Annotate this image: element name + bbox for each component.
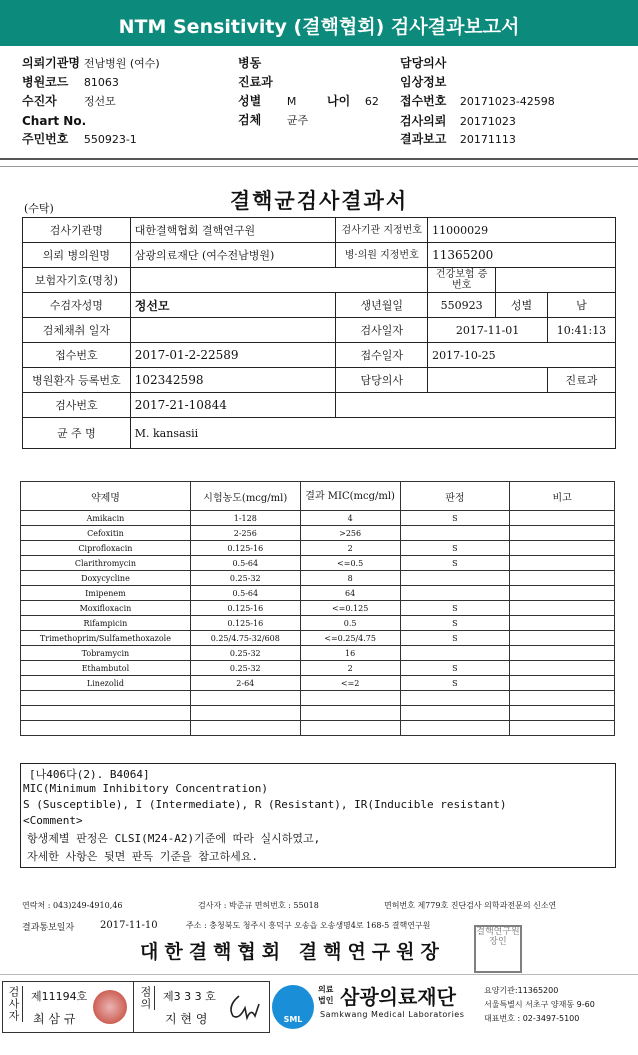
info-patient: 수진자 정선모 xyxy=(22,94,116,108)
table-row: 보험자기호(명칭) 건강보험 증번호 xyxy=(23,268,616,293)
table-row: 의뢰 병의원명 삼광의료재단 (여수전남병원) 병·의원 지정번호 11365200 xyxy=(23,243,616,268)
table-row: Doxycycline 0.25-32 8 xyxy=(21,571,615,586)
info-age: 나이 62 xyxy=(327,94,379,108)
info-sex: 성별 M xyxy=(238,94,297,108)
info-ward: 병동 xyxy=(238,56,262,70)
examiner-name: 최 삼 규 xyxy=(33,1012,76,1026)
table-row: 접수번호 2017-01-2-22589 접수일자 2017-10-25 xyxy=(23,343,616,368)
reviewer-no: 제3 3 3 호 xyxy=(163,990,216,1003)
table-row xyxy=(21,721,615,736)
info-specimen: 검체 균주 xyxy=(238,113,309,127)
contact: 연락처 : 043)249-4910,46 xyxy=(22,901,123,910)
info-receipt: 접수번호 20171023-42598 xyxy=(400,94,555,108)
footer-phone: 대표번호 : 02-3497-5100 xyxy=(484,1014,580,1023)
patient-info-table xyxy=(22,217,616,449)
license: 면허번호 제779호 진단검사 의학과전문의 신소연 xyxy=(384,901,557,910)
examiner: 검사자 : 박준규 면허번호 : 55018 xyxy=(198,901,319,910)
info-doctor: 담당의사 xyxy=(400,56,447,70)
scan-title: 결핵균검사결과서 xyxy=(229,188,409,213)
reviewer-vertical-label: 점의 xyxy=(137,986,155,1010)
table-row: Ciprofloxacin 0.125-16 2 S xyxy=(21,541,615,556)
corp-label2: 법인 xyxy=(318,996,334,1005)
signature-box xyxy=(2,981,270,1033)
table-header-row: 약제명 시험농도(mcg/ml) 결과 MIC(mcg/ml) 판정 비고 xyxy=(21,482,615,511)
report-date-label: 결과통보일자 xyxy=(22,923,75,933)
table-row: 검사기관명 대한결핵협회 결핵연구원 검사기관 지정번호 11000029 xyxy=(23,218,616,243)
notes-mic: MIC(Minimum Inhibitory Concentration) xyxy=(23,782,269,795)
info-clinical: 임상정보 xyxy=(400,75,447,89)
table-row: Imipenem 0.5-64 64 xyxy=(21,586,615,601)
notes-code: [나406다(2). B4064] xyxy=(29,768,150,781)
table-row: Clarithromycin 0.5-64 <=0.5 S xyxy=(21,556,615,571)
signature-icon xyxy=(225,990,263,1024)
info-request: 검사의뢰 20171023 xyxy=(400,114,516,128)
info-report: 결과보고 20171113 xyxy=(400,132,516,146)
notes-comment-label: <Comment> xyxy=(23,814,83,827)
divider xyxy=(0,158,638,160)
info-hospital-code: 병원코드 81063 xyxy=(22,75,119,89)
brand-en: Samkwang Medical Laboratories xyxy=(320,1010,465,1019)
table-row: Cefoxitin 2-256 >256 xyxy=(21,526,615,541)
info-rrn: 주민번호 550923-1 xyxy=(22,132,137,146)
lab-address: 주소 : 충청북도 청주시 흥덕구 오송읍 오송생명4로 168-5 결핵연구원 xyxy=(186,921,431,930)
sml-logo-icon: SML xyxy=(272,985,314,1029)
info-chart-no: Chart No. xyxy=(22,114,87,128)
table-row: Tobramycin 0.25-32 16 xyxy=(21,646,615,661)
table-row: 검사번호 2017-21-10844 xyxy=(23,393,616,418)
report-header xyxy=(0,0,638,46)
table-row: Moxifloxacin 0.125-16 <=0.125 S xyxy=(21,601,615,616)
table-row: Rifampicin 0.125-16 0.5 S xyxy=(21,616,615,631)
brand-name: 삼광의료재단 xyxy=(340,985,456,1009)
info-institution: 의뢰기관명 전남병원 (여수) xyxy=(22,56,160,70)
consign-label: (수탁) xyxy=(24,202,54,215)
official-seal: 결핵연구원장인 xyxy=(474,925,522,973)
report-title: NTM Sensitivity (결핵협회) 검사결과보고서 xyxy=(118,16,520,38)
table-row: 균 주 명 M. kansasii xyxy=(23,418,616,449)
table-row xyxy=(21,691,615,706)
sensitivity-table-body xyxy=(21,511,615,736)
table-row: Ethambutol 0.25-32 2 S xyxy=(21,661,615,676)
table-row: Linezolid 2-64 <=2 S xyxy=(21,676,615,691)
provider-code: 요양기관:11365200 xyxy=(484,986,559,995)
footer-address: 서울특별시 서초구 양재동 9-60 xyxy=(484,1000,595,1009)
notes-legend: S (Susceptible), I (Intermediate), R (Resistant), IR(Inducible resistant) xyxy=(23,798,507,811)
corp-label1: 의료 xyxy=(318,985,334,994)
table-row xyxy=(21,706,615,721)
examiner-seal-icon xyxy=(93,990,127,1024)
examiner-vertical-label: 검사자 xyxy=(5,986,23,1022)
scanned-report xyxy=(0,166,638,975)
org-name: 대한결핵협회 결핵연구원장 xyxy=(140,941,445,963)
footer xyxy=(0,974,638,1045)
examiner-no: 제11194호 xyxy=(31,990,88,1003)
notes-line2: 자세한 사항은 뒷면 판독 기준을 참고하세요. xyxy=(27,850,259,863)
table-row: 병원환자 등록번호 102342598 담당의사 진료과 xyxy=(23,368,616,393)
table-row: Trimethoprim/Sulfamethoxazole 0.25/4.75-32/608 <=0.25/4.75 S xyxy=(21,631,615,646)
signature-divider xyxy=(133,982,134,1032)
notes-line1: 항생제별 판정은 CLSI(M24-A2)기준에 따라 실시하였고, xyxy=(27,832,321,845)
table-row: 검체채취 일자 검사일자 2017-11-01 10:41:13 xyxy=(23,318,616,343)
table-row: Amikacin 1-128 4 S xyxy=(21,511,615,526)
info-dept: 진료과 xyxy=(238,75,273,89)
reviewer-name: 지 현 영 xyxy=(165,1012,208,1026)
report-date: 2017-11-10 xyxy=(100,920,158,931)
table-row: 수검자성명 정선모 생년월일 550923 성별 남 xyxy=(23,293,616,318)
sensitivity-table xyxy=(20,481,615,736)
notes-box xyxy=(20,763,616,868)
